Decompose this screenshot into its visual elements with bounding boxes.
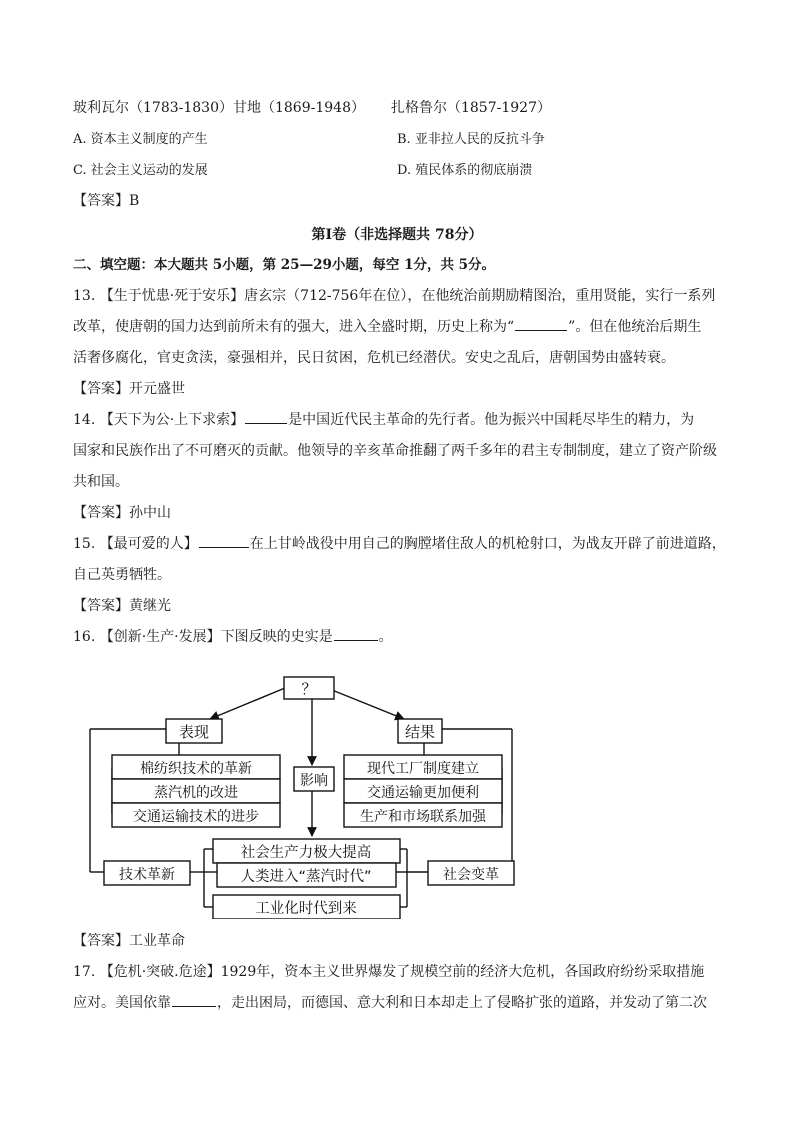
q17-line-2a: 应对。美国依靠 xyxy=(73,995,171,1011)
q16-line-1b: 。 xyxy=(378,629,393,645)
q13-line-2 xyxy=(73,318,701,336)
q13-line-2b: ”。但在他统治后期生 xyxy=(568,319,702,335)
top-question-text: ？ xyxy=(301,680,317,698)
right-item-3: 生产和市场联系加强 xyxy=(360,809,486,825)
section-instruction: 二、填空题：本大题共 5小题，第 25—29小题，每空 1分，共 5分。 xyxy=(73,257,496,273)
q17-line-2 xyxy=(73,994,707,1012)
q17-line-1: 17. 【危机·突破.危途】1929年，资本主义世界爆发了规模空前的经济大危机，各国政府纷纷采取措施 xyxy=(73,964,705,980)
q12-people-part2: 扎格鲁尔（1857-1927） xyxy=(390,100,551,116)
section-title: 第Ⅰ卷（非选择题共 78分） xyxy=(311,227,483,243)
q16-blank xyxy=(334,628,378,641)
q15-line-2: 自己英勇牺牲。 xyxy=(73,567,171,583)
q17-blank xyxy=(172,994,216,1007)
q12-option-d: D. 殖民体系的彻底崩溃 xyxy=(397,163,533,178)
q13-line-2a: 改革，使唐朝的国力达到前所未有的强大，进入全盛时期，历史上称为“ xyxy=(73,319,515,335)
q14-line-1 xyxy=(73,411,694,429)
right-header-text: 结果 xyxy=(404,723,436,741)
q14-line-1b: 是中国近代民主革命的先行者。他为振兴中国耗尽毕生的精力，为 xyxy=(288,412,695,428)
q12-option-a: A. 资本主义制度的产生 xyxy=(73,132,208,147)
q14-answer: 【答案】孙中山 xyxy=(73,505,171,521)
q16-answer: 【答案】工业革命 xyxy=(73,933,185,949)
arrow-top-to-right xyxy=(327,688,404,719)
q13-blank xyxy=(515,318,567,331)
industrial-revolution-diagram xyxy=(82,669,522,919)
q12-people-part1: 玻利瓦尔（1783-1830）甘地（1869-1948） xyxy=(73,100,365,116)
q14-line-2: 国家和民族作出了不可磨灭的贡献。他领导的辛亥革命推翻了两千多年的君主专制制度，建立了资产阶级 xyxy=(73,443,717,459)
q15-line-1b: 在上甘岭战役中用自己的胸膛堵住敌人的机枪射口，为战友开辟了前进道路， xyxy=(249,536,726,552)
q12-option-c: C. 社会主义运动的发展 xyxy=(73,163,208,178)
q15-line-1 xyxy=(73,535,726,553)
q15-blank xyxy=(199,535,249,548)
q14-blank xyxy=(245,411,287,424)
arrow-top-to-left xyxy=(210,688,285,719)
q16-line-1a: 16. 【创新·生产·发展】下图反映的史实是 xyxy=(73,629,333,645)
q12-answer: 【答案】B xyxy=(73,193,140,209)
bottom-left-text: 技术革新 xyxy=(119,867,175,883)
right-item-1: 现代工厂制度建立 xyxy=(367,761,479,777)
left-item-2: 蒸汽机的改进 xyxy=(154,785,238,801)
q12-option-b: B. 亚非拉人民的反抗斗争 xyxy=(397,132,545,147)
q14-line-3: 共和国。 xyxy=(73,474,129,490)
bottom-right-text: 社会变革 xyxy=(443,867,499,883)
q13-answer: 【答案】开元盛世 xyxy=(73,381,185,397)
left-header-text: 表现 xyxy=(178,723,210,741)
q14-line-1a: 14. 【天下为公·上下求索】 xyxy=(73,412,245,428)
q17-line-2b: ，走出困局，而德国、意大利和日本却走上了侵略扩张的道路，并发动了第二次 xyxy=(217,995,707,1011)
q16-line-1 xyxy=(73,628,393,646)
q15-answer: 【答案】黄继光 xyxy=(73,598,171,614)
q13-line-3: 活奢侈腐化，官吏贪渎，豪强相并，民日贫困，危机已经潜伏。安史之乱后，唐朝国势由盛转衰。 xyxy=(73,350,675,366)
center-item-3: 工业化时代到来 xyxy=(255,901,357,917)
left-item-1: 棉纺织技术的革新 xyxy=(140,761,252,777)
center-item-2: 人类进入“蒸汽时代” xyxy=(240,869,372,885)
q12-people-line xyxy=(73,99,551,117)
q15-line-1a: 15. 【最可爱的人】 xyxy=(73,536,198,552)
middle-text: 影响 xyxy=(300,773,328,789)
center-item-1: 社会生产力极大提高 xyxy=(240,845,372,861)
left-item-3: 交通运输技术的进步 xyxy=(133,809,259,825)
q13-line-1: 13. 【生于忧患·死于安乐】唐玄宗（712-756年在位），在他统治前期励精图治，重用贤能，实行一系列 xyxy=(73,288,716,304)
right-item-2: 交通运输更加便利 xyxy=(367,785,479,801)
